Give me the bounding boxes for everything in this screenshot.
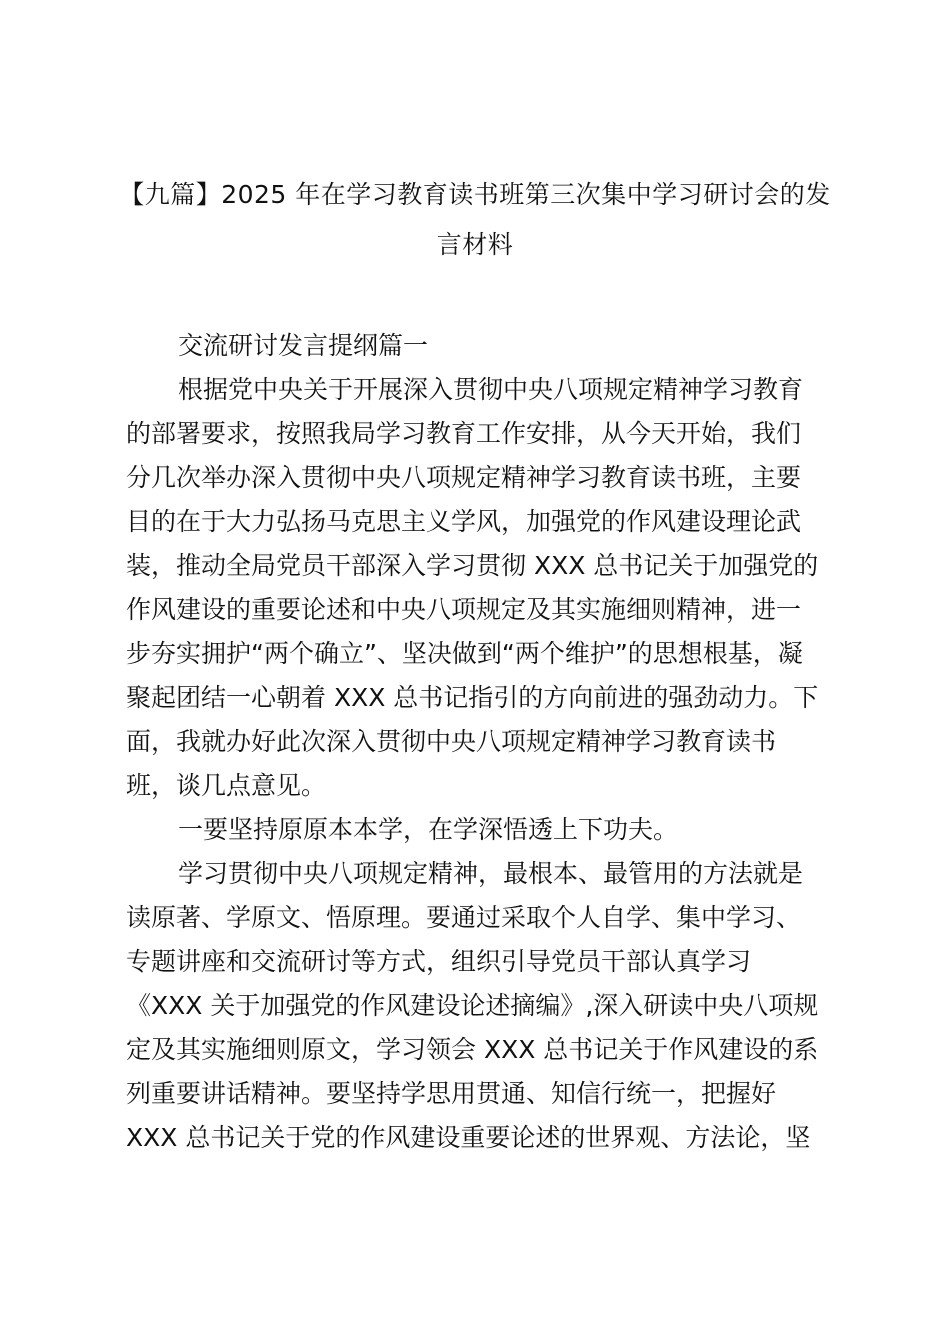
text-line: 定及其实施细则原文，学习领会 XXX 总书记关于作风建设的系 — [126, 1035, 819, 1064]
text-line: 面，我就办好此次深入贯彻中央八项规定精神学习教育读书 — [126, 727, 777, 756]
title-line: 【九篇】2025 年在学习教育读书班第三次集中学习研讨会的发 — [119, 180, 831, 209]
section-heading — [126, 808, 836, 852]
text-line: 的部署要求，按照我局学习教育工作安排，从今天开始，我们 — [126, 419, 802, 448]
paragraph — [126, 368, 836, 808]
document-title — [110, 170, 840, 270]
section-heading — [126, 324, 836, 368]
text-line: 《XXX 关于加强党的作风建设论述摘编》,深入研读中央八项规 — [126, 991, 819, 1020]
text-line: 装，推动全局党员干部深入学习贯彻 XXX 总书记关于加强党的 — [126, 551, 819, 580]
document-body — [126, 324, 836, 1160]
text-line: 分几次举办深入贯彻中央八项规定精神学习教育读书班，主要 — [126, 463, 802, 492]
text-line: 班，谈几点意见。 — [126, 771, 327, 800]
text-line: XXX 总书记关于党的作风建设重要论述的世界观、方法论，坚 — [126, 1123, 811, 1152]
text-line: 读原著、学原文、悟原理。要通过采取个人自学、集中学习、 — [126, 903, 802, 932]
text-line: 聚起团结一心朝着 XXX 总书记指引的方向前进的强劲动力。下 — [126, 683, 819, 712]
paragraph — [126, 852, 836, 1160]
title-line: 言材料 — [436, 230, 514, 259]
text-line: 根据党中央关于开展深入贯彻中央八项规定精神学习教育 — [178, 375, 804, 404]
text-line: 学习贯彻中央八项规定精神，最根本、最管用的方法就是 — [178, 859, 804, 888]
text-line: 步夯实拥护“两个确立”、坚决做到“两个维护”的思想根基，凝 — [126, 639, 803, 668]
text-line: 列重要讲话精神。要坚持学思用贯通、知信行统一，把握好 — [126, 1079, 777, 1108]
text-line: 一要坚持原原本本学，在学深悟透上下功夫。 — [178, 815, 679, 844]
text-line: 交流研讨发言提纲篇一 — [178, 331, 429, 360]
text-line: 作风建设的重要论述和中央八项规定及其实施细则精神，进一 — [126, 595, 802, 624]
text-line: 专题讲座和交流研讨等方式，组织引导党员干部认真学习 — [126, 947, 752, 976]
text-line: 目的在于大力弘扬马克思主义学风，加强党的作风建设理论武 — [126, 507, 802, 536]
